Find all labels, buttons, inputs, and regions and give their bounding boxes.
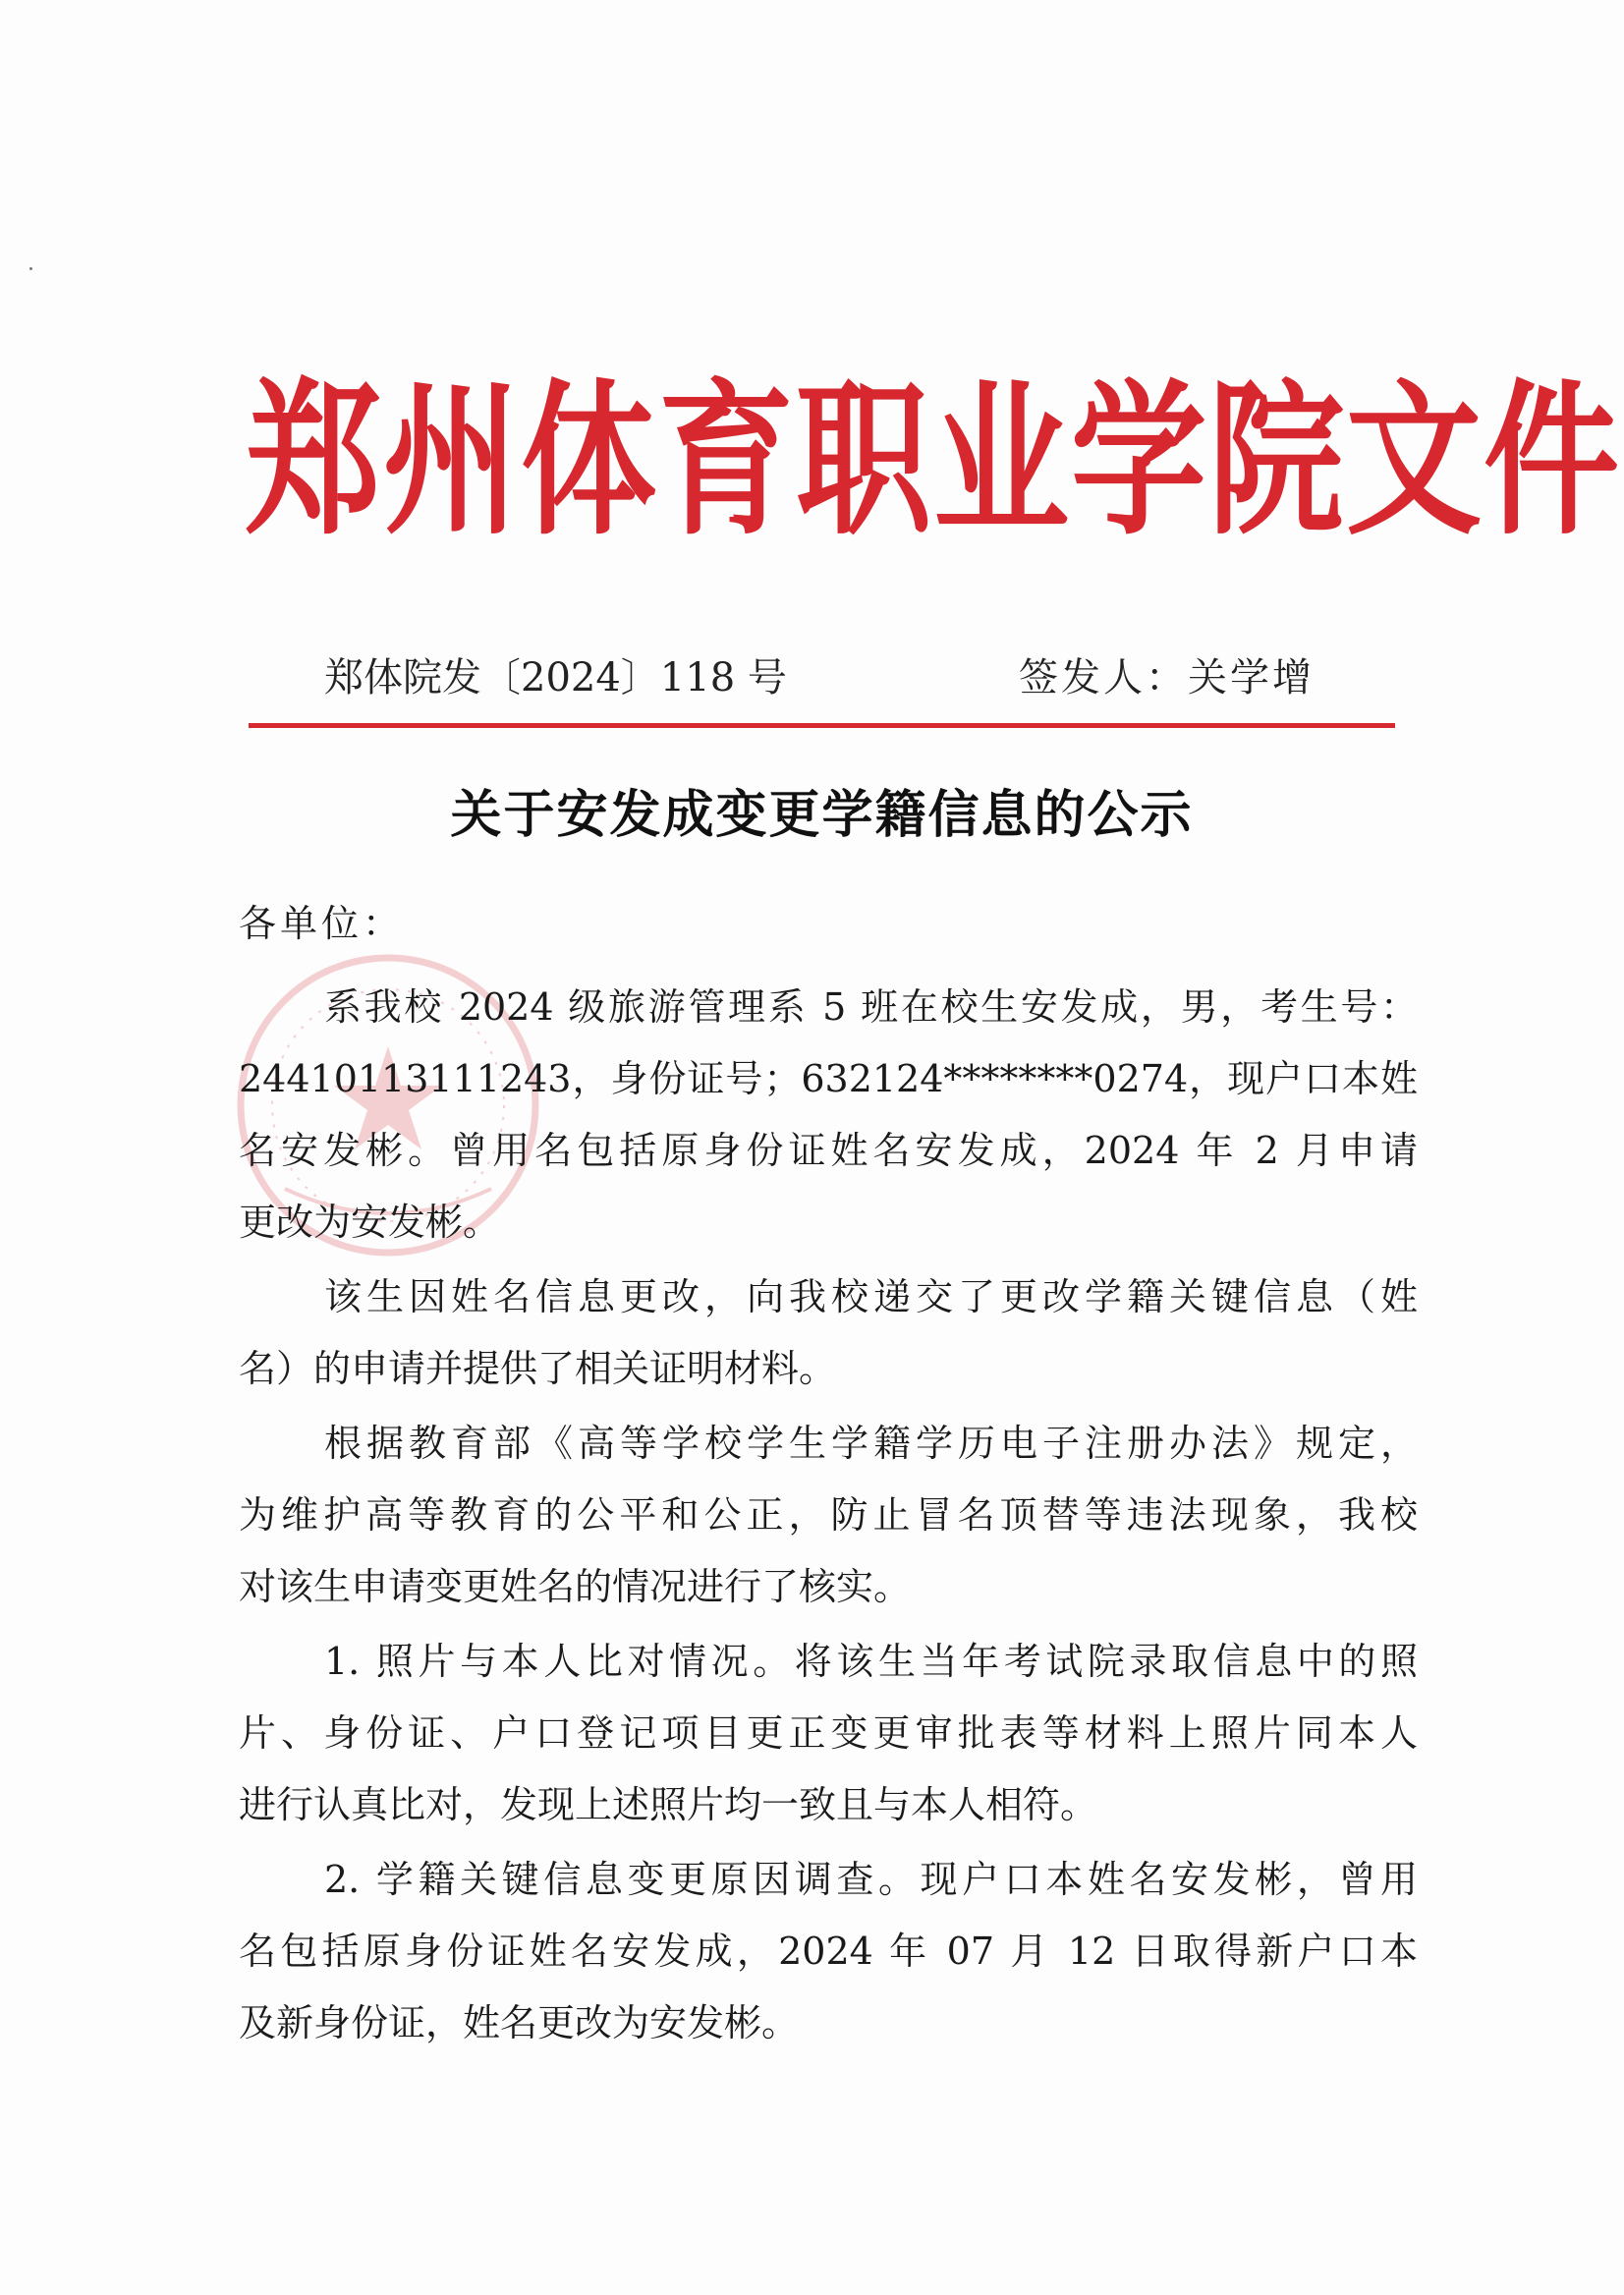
body-line: 名）的申请并提供了相关证明材料。 [239, 1347, 837, 1390]
body-line: 更改为安发彬。 [239, 1201, 501, 1244]
issuing-organization-title: 郑州体育职业学院文件 [246, 364, 1622, 558]
document-title: 关于安发成变更学籍信息的公示 [450, 786, 1194, 845]
body-line: 名包括原身份证姓名安发成，2024 年 07 月 12 日取得新户口本 [239, 1930, 1418, 1973]
red-separator-line [249, 723, 1395, 728]
body-line: 进行认真比对，发现上述照片均一致且与本人相符。 [239, 1783, 1098, 1826]
body-line: 1. 照片与本人比对情况。将该生当年考试院录取信息中的照 [324, 1640, 1418, 1683]
body-line: 对该生申请变更姓名的情况进行了核实。 [239, 1565, 912, 1608]
salutation: 各单位： [239, 902, 405, 945]
body-line: 系我校 2024 级旅游管理系 5 班在校生安发成，男，考生号： [324, 985, 1418, 1029]
body-line: 及新身份证，姓名更改为安发彬。 [239, 2001, 800, 2044]
document-number: 郑体院发〔2024〕118 号 [324, 655, 787, 700]
body-line: 该生因姓名信息更改，向我校递交了更改学籍关键信息（姓 [324, 1275, 1418, 1318]
signer: 签发人：关学增 [1019, 655, 1315, 700]
body-line: 24410113111243，身份证号；632124********0274，现户口本姓 [239, 1057, 1418, 1100]
body-line: 2. 学籍关键信息变更原因调查。现户口本姓名安发彬，曾用 [324, 1858, 1418, 1901]
body-line: 为维护高等教育的公平和公正，防止冒名顶替等违法现象，我校 [239, 1493, 1418, 1537]
document-meta-row [324, 648, 1326, 707]
body-line: 名安发彬。曾用名包括原身份证姓名安发成，2024 年 2 月申请 [239, 1129, 1418, 1172]
body-line: 根据教育部《高等学校学生学籍学历电子注册办法》规定， [324, 1422, 1418, 1465]
scan-speck [29, 267, 32, 270]
body-line: 片、身份证、户口登记项目更正变更审批表等材料上照片同本人 [239, 1711, 1418, 1755]
